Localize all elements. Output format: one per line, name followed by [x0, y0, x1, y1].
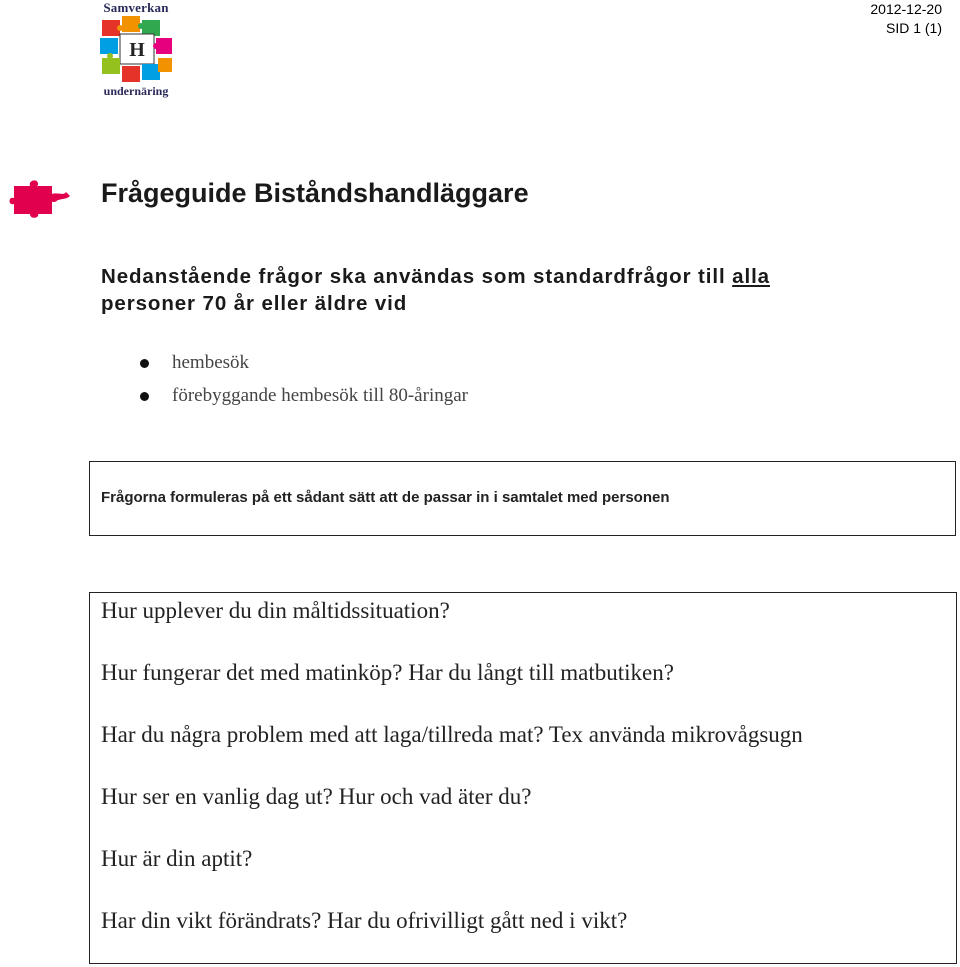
intro-underlined: alla	[732, 265, 770, 288]
question-4: Hur ser en vanlig dag ut? Hur och vad äter du?	[101, 784, 532, 809]
bullet-icon	[140, 359, 149, 368]
logo-top-text: Samverkan	[103, 0, 169, 15]
puzzle-logo-icon	[98, 14, 174, 86]
question-6: Har din vikt förändrats? Har du ofrivilligt gått ned i vikt?	[101, 908, 628, 933]
svg-text:H: H	[129, 39, 145, 61]
question-2: Hur fungerar det med matinköp? Har du långt till matbutiken?	[101, 660, 674, 685]
list-item: hembesök	[130, 348, 468, 381]
list-item: förebyggande hembesök till 80-åringar	[130, 381, 468, 414]
intro-text	[101, 263, 921, 317]
visit-type-list	[130, 348, 468, 414]
intro-part1: Nedanstående frågor ska användas som standardfrågor till	[101, 265, 733, 288]
intro-part2: personer 70 år eller äldre vid	[101, 292, 408, 315]
document-date: 2012-12-20	[870, 1, 942, 17]
note-box	[89, 461, 956, 536]
question-1: Hur upplever du din måltidssituation?	[101, 598, 450, 623]
samverkan-logo	[96, 0, 176, 104]
questions-box	[89, 592, 957, 964]
bullet-icon	[140, 392, 149, 401]
question-3: Har du några problem med att laga/tillreda mat? Tex använda mikrovågsugn	[101, 722, 803, 747]
page-title: Frågeguide Biståndshandläggare	[101, 178, 529, 208]
note-text: Frågorna formuleras på ett sådant sätt att de passar in i samtalet med personen	[101, 489, 670, 506]
document-meta	[870, 0, 942, 38]
logo-bottom-text: undernäring	[103, 84, 169, 98]
page-number: SID 1 (1)	[885, 20, 942, 36]
question-5: Hur är din aptit?	[101, 846, 253, 871]
puzzle-piece-icon	[8, 176, 72, 220]
